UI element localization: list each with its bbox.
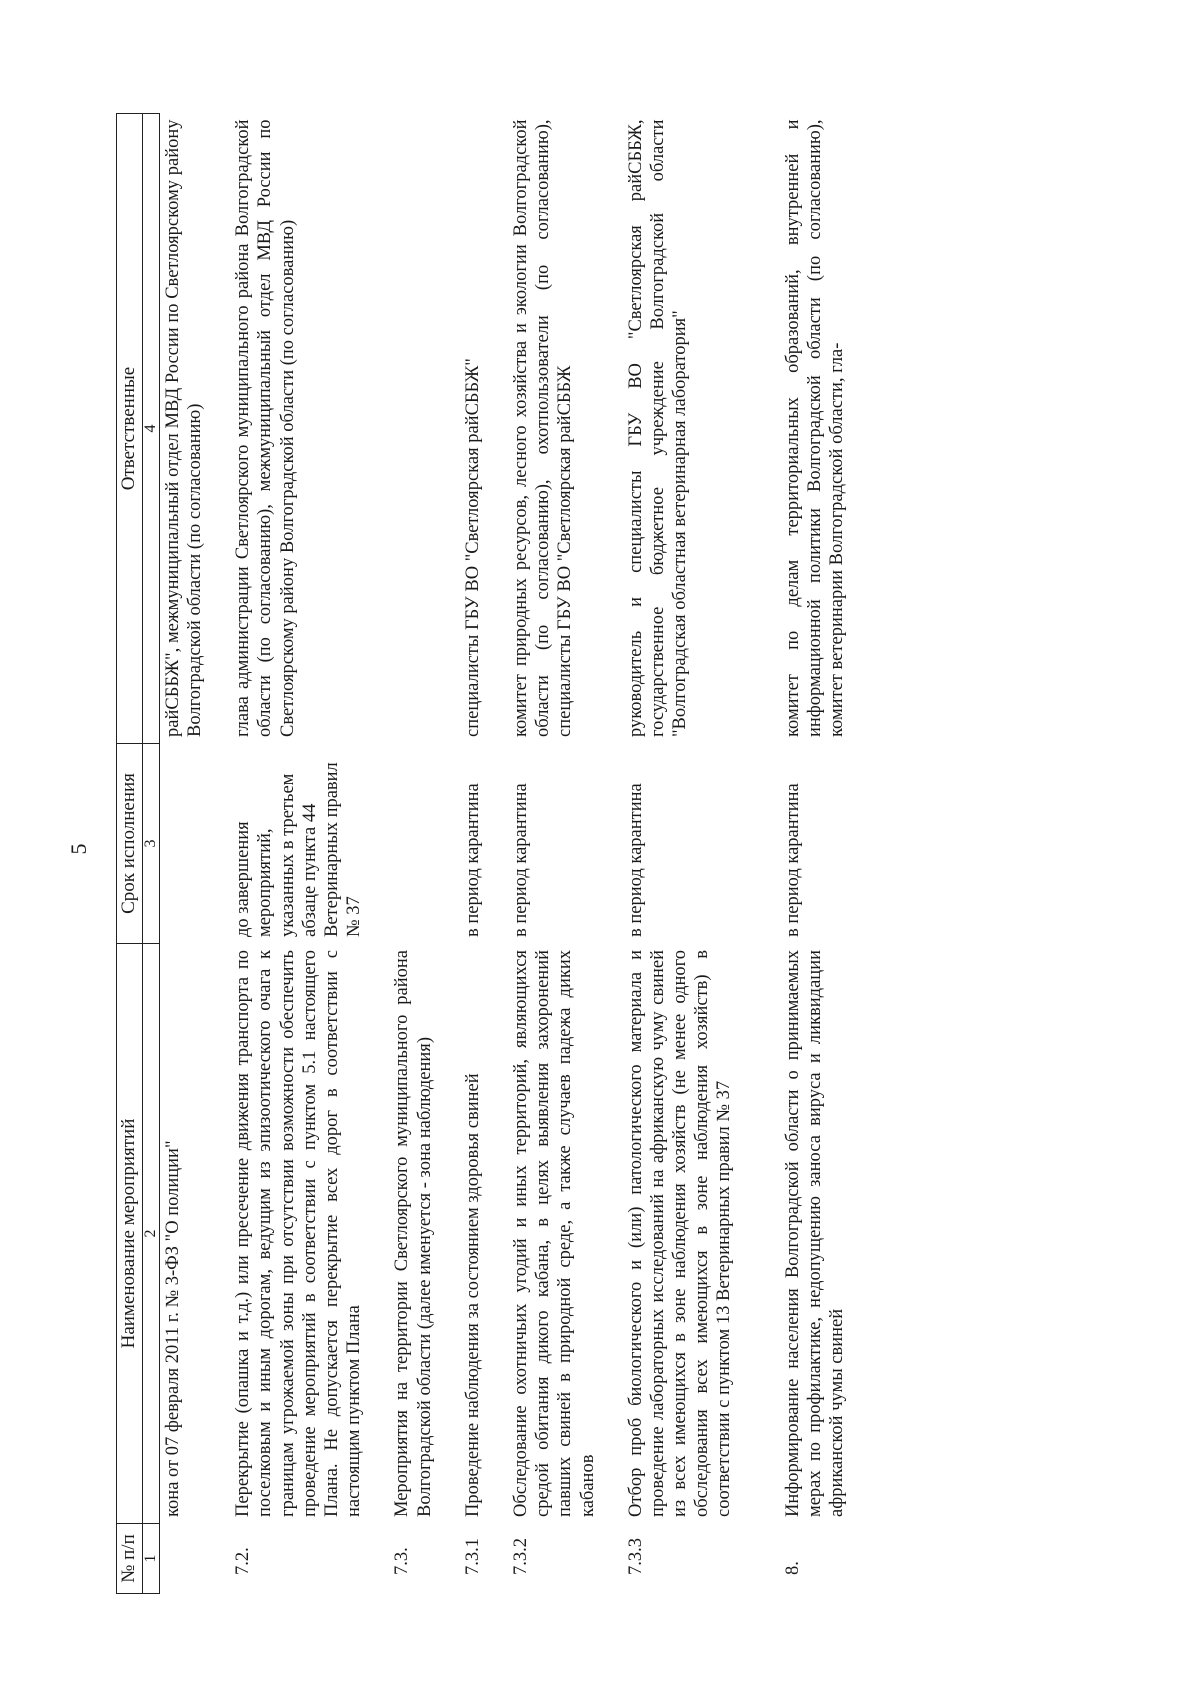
header-responsible: Ответственные <box>117 114 143 744</box>
row-measure: Обследование охотничьих угодий и иных территорий, являющихся средой обитания дикого кабана, в целях выявления захоронений павших свиней в природной среде, а также случаев падежа диких кабанов <box>510 950 598 1517</box>
row-term: в период карантина <box>510 783 531 937</box>
table-header <box>117 114 160 1594</box>
row-responsible: руководитель и специалисты ГБУ ВО "Светлоярская райСББЖ, государственное бюджетное учреждение Волгоградской области "Волгоградская областная ветеринарная лаборатория" <box>625 119 691 737</box>
row-num: 7.3.2 <box>510 1538 531 1575</box>
table-row <box>159 114 226 1594</box>
row-responsible: специалисты ГБУ ВО "Светлоярская райСББЖ" <box>462 358 483 737</box>
column-number: 2 <box>142 944 159 1524</box>
row-responsible: комитет по делам территориальных образований, внутренней и информационной политики Волгоградской области (по согласованию), комитет ветеринарии Волгоградской области, гла- <box>782 119 848 737</box>
row-num: 7.3.3 <box>625 1538 646 1575</box>
row-term: в период карантина <box>782 783 803 937</box>
row-term: до завершения мероприятий, указанных в третьем абзаце пункта 44 Ветеринарных правил № 37 <box>233 762 365 937</box>
row-measure: Проведение наблюдения за состоянием здоровья свиней <box>462 1073 483 1517</box>
table-row <box>619 114 756 1594</box>
row-num: 8. <box>782 1561 803 1575</box>
row-responsible <box>385 114 455 744</box>
table-row <box>226 114 385 1594</box>
measures-table <box>116 113 868 1594</box>
row-measure: кона от 07 февраля 2011 г. № 3-ФЗ "О полиции" <box>162 1140 183 1517</box>
table-row <box>385 114 455 1594</box>
row-responsible: глава администрации Светлоярского муниципального района Волгоградской области (по согласованию), межмуниципальный отдел МВД России по Светлоярскому району Волгоградской области (по согласованию) <box>233 119 298 737</box>
page-number: 5 <box>66 843 91 855</box>
table-row <box>504 114 619 1594</box>
column-number: 4 <box>142 114 159 744</box>
header-num: № п/п <box>117 1524 143 1594</box>
row-num <box>159 1524 226 1594</box>
row-term <box>159 744 226 944</box>
table-row <box>456 114 504 1594</box>
row-term <box>385 744 455 944</box>
row-term: в период карантина <box>625 783 646 937</box>
row-measure: Перекрытие (опашка и т.д.) или пресечение движения транспорта по поселковым и иным дорогам, ведущим из эпизоотического очага к границам угрожаемой зоны при отсутствии возможности обеспечить проведение мероприятий в соответствии с пунктом 5.1 настоящего Плана. Не допускается перекрытие всех дорог в соответствии с настоящим пунктом Плана <box>233 950 365 1517</box>
row-responsible: райСББЖ", межмуниципальный отдел МВД России по Светлоярскому району Волгоградской области (по согласованию) <box>162 119 206 737</box>
row-measure: Отбор проб биологического и (или) патологического материала и проведение лабораторных исследований на африканскую чуму свиней из всех имеющихся в зоне наблюдения хозяйств (не менее одного обследования всех имеющихся в зоне наблюдения хозяйств) в соответствии с пунктом 13 Ветеринарных правил № 37 <box>625 950 735 1517</box>
header-term: Срок исполнения <box>117 744 143 944</box>
column-number: 3 <box>142 744 159 944</box>
table-row <box>756 114 869 1594</box>
row-num: 7.3.1 <box>462 1538 483 1575</box>
row-num: 7.2. <box>233 1547 254 1575</box>
column-number: 1 <box>142 1524 159 1594</box>
row-responsible: комитет природных ресурсов, лесного хозяйства и экологии Волгоградской области (по согласованию), охотпользователи (по согласованию), специалисты ГБУ ВО "Светлоярская райСББЖ <box>510 119 576 737</box>
header-measure: Наименование мероприятий <box>117 944 143 1524</box>
row-term: в период карантина <box>462 783 483 937</box>
row-num: 7.3. <box>392 1547 413 1575</box>
row-measure: Мероприятия на территории Светлоярского муниципального района Волгоградской области (далее именуется - зона наблюдения) <box>392 950 435 1517</box>
row-measure: Информирование населения Волгоградской области о принимаемых мерах по профилактике, недопущению заноса вируса и ликвидации африканской чумы свиней <box>782 950 848 1517</box>
